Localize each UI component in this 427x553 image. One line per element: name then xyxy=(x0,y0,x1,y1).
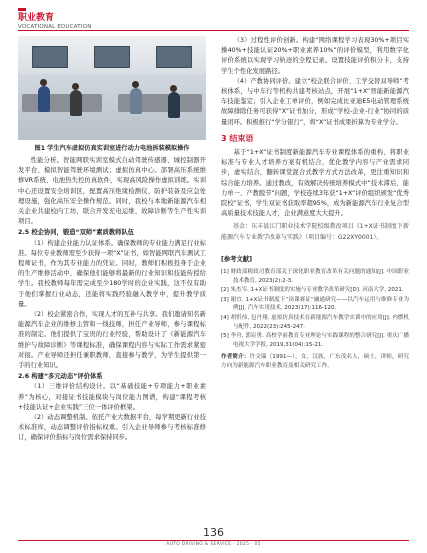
photo-screen xyxy=(156,46,192,68)
page-header xyxy=(18,8,92,31)
photo-screen xyxy=(32,46,68,68)
paragraph: （1）三维评价结构设计。以“基础技能+专项能力+职业素养”为核心，对接证书技能模块与岗位能力图谱，构建“课程考核+技能认证+企业实践”三位一体评价框架。 xyxy=(18,383,206,411)
paragraph: （2）动态调整机制。依托产业大数据平台，每学期更新行业技术标准库，动态调整评价指标权重。引入企业导师参与考核标准修订，确保评价指标与岗位需求保持同步。 xyxy=(18,414,206,442)
left-column xyxy=(18,36,206,444)
paragraph: （3）过程性评价创新。构建“网络课程学习表现30%+项目实操40%+技能认证20%+职业素养10%”的评价模型，利用数字化评价系统以实现学习轨迹的全程记录。设置技能评价积分卡，支持学生个性化发展路径。 xyxy=(221,37,409,75)
author-bio-text: 许文瑞（1991—），女，汉族，广东茂名人，硕士，讲师，研究方向为新能源汽车职业教育及相关研究工作。 xyxy=(221,354,409,369)
photo-person-head xyxy=(132,81,139,88)
photo-table xyxy=(22,94,102,112)
photo-person-head xyxy=(72,83,79,90)
photo-person xyxy=(38,86,50,112)
photo-person xyxy=(70,90,82,116)
section-title-cn: 职业教育 xyxy=(18,13,55,23)
photo-person xyxy=(168,92,180,118)
page-number: 136 xyxy=(203,526,224,539)
subsection-heading: 2.5 校企协同，锻造“双师”素质教师队伍 xyxy=(18,229,135,237)
figure-photo xyxy=(18,36,206,140)
figure-caption: 图1 学生汽车虚拟仿真实训室进行动力电池拆装模拟操作 xyxy=(34,145,190,152)
photo-screen xyxy=(94,46,130,68)
author-bio xyxy=(221,353,409,370)
journal-name: AUTO DRIVING & SERVICE · 2025 · 05 xyxy=(166,542,261,547)
header-accent-bar xyxy=(18,8,26,11)
fund-note: 基金：东丰县江门职业技术学院校级教改项目《1+X证书制度下新能源汽车专业教学改革与实践》（项目编号：G22XY0001）。 xyxy=(221,223,409,241)
author-bio-label: 作者简介： xyxy=(221,354,250,361)
section-heading: 3 结束语 xyxy=(221,133,254,143)
right-column xyxy=(221,36,409,371)
paragraph: （1）构建企业能力认证体系。确保教师的专业能力满足行业标准。每位专业教师需至少获得一项“X”证书，如智能网联汽车测试工程师证书，作为其专业能力的凭证。同时，教师们积极投身于企业的生产维修活动中，确保他们能够将最新的行业知识和技能传授给学生。我校教师每年需完成至少180学时的企业实践，这不仅有助于他们掌握行业动态，还能将实践经验融入教学中，提升教学质量。 xyxy=(18,239,206,308)
header-divider xyxy=(18,30,409,31)
reference-item: [5] 李舟, 郭宸勇. 高校学前教育专业理论与实践课程的整合研究[J]. 重庆广播电视大学学报, 2019,31(04):15-21. xyxy=(221,333,409,348)
reference-item: [4] 胡忻伟, 包丹翔. 虚拟仿真技术在新能源汽车教学实训中的应用[J]. 内燃机与配件, 2022(23):245-247. xyxy=(221,315,409,330)
paragraph: 性能分析。智能网联实训室模式自动驾驶传感器、城控制器开发平台、模拟智能驾驶环境测试；虚拟仿真中心。部署高压系统维修VR系统、电池热失控仿真软件，实现高风险操作虚拟训练。实训中心还设置安全培训区，配置高压绝缘检测仪、防护装备及应急处理设施，强化高压安全操作规范。同时，我校与本地新能源汽车相关企业共建校内工坊，联合开发充电运维、故障诊断等生产性实训项目。 xyxy=(18,157,206,226)
references-title: [参考文献] xyxy=(221,255,252,263)
reference-item: [2] 朱杰岑. 1+X证书制度的实施与专业教学改革研究[D]. 河南大学, 2021. xyxy=(221,287,404,294)
subsection-heading: 2.6 构建“多元动态”评价体系 xyxy=(18,373,103,381)
paragraph: 基于“1+X”证书制度新能源汽车专业课程体系的重构，将职业标准与专业人才培养方案有机结合，优化教学内容与产业需求同步，虚实结合，翻转课堂混合式教学方式方法改革，更注重知识和综合能力培养。通过教改，有效解决传统培养模式中“技术滞后、能力单一、产教脱节”问题，学校连续3年获“1+X”评价组织颁发“优秀院校”证书，学生双证书获取率超95%，成为新能源汽车行业复合型高质量技术技能人才，企业满意度大大提升。 xyxy=(221,149,409,218)
paragraph: （2）校企紧密合作，实现人才的互补与共享。我们邀请知名新能源汽车企业的维修主管和一线技师，担任产业导师，参与课程标准的制定。他们提供了宝贵的行业经验，帮助设计了《新能源汽车维护与故障诊断》等课程标准，确保课程内容与实际工作需求紧密对接。产业导师还担任兼职教师，直接参与教学，为学生提供第一手的行业知识。 xyxy=(18,311,206,370)
reference-item: [3] 谢宜. 1+X证书制度下“岗课赛证”融通研究——以汽车运用与维修专业为例[J]. 汽车实用技术, 2023(17):116-120. xyxy=(221,296,409,312)
photo-person-head xyxy=(40,79,47,86)
footer-divider xyxy=(18,540,409,541)
paragraph: （4）产教协同评价。建立“校企联合评价、工学交替双导师”考核体系，与中车行等机构共建考核站点，开展“1+X”智能新能源汽车技能鉴定；引入企业工单评价，例如完成比亚迪E5电动管理系统故障排除任务可获得“X”证书加分，形成“学校-企业-行业”协同的质量闭环。积极推行“学分银行”，将“X”证书成果折算为专业学分。 xyxy=(221,77,409,126)
photo-person-head xyxy=(170,85,177,92)
section-title-en: VOCATIONAL EDUCATION xyxy=(18,24,92,30)
photo-person xyxy=(130,88,142,114)
reference-item: [1] 财政部税政司教育部关于深化职业教育改革有关问题的通知[J]. 中国职业技术教育, 2023(2):2-3. xyxy=(221,269,409,284)
